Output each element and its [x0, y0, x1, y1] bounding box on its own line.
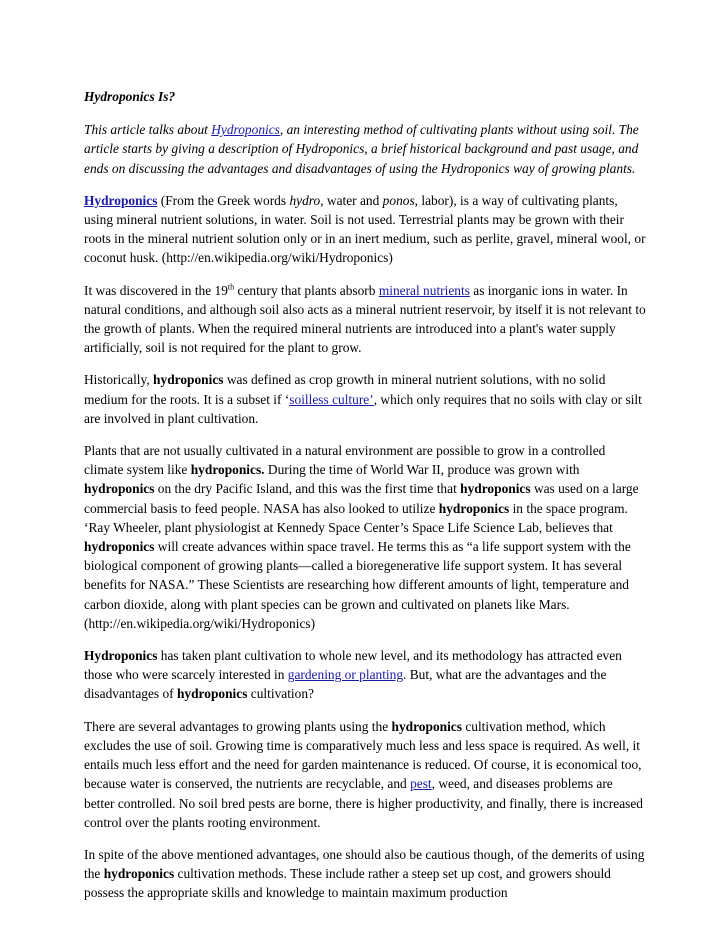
- hydro-word: hydro: [289, 192, 321, 208]
- definition-text-a: (From the Greek words: [157, 192, 290, 208]
- advantages-text-c: , weed, and diseases problems are better controlled. No soil bred pests are borne, there is higher productivity, and finally, there is increased control over the plants rooting environment.: [84, 776, 643, 830]
- space-bold-1: hydroponics.: [190, 462, 265, 478]
- discovery-text-c: as inorganic ions in water. In natural conditions, and although soil also acts as a mineral nutrient reservoir, by itself it is not relevant to the growth of plants. When the required mineral nutrients are introduced into a plant's water supply artificially, soil is not required for the plant to grow.: [84, 282, 646, 356]
- ponos-word: ponos: [382, 192, 415, 208]
- article-body: [84, 87, 646, 916]
- space-text-f: will create advances within space travel. He terms this as “a life support system with the biological component of growing plants—called a bioregenerative life support system. It has several benefits for NASA.” These Scientists are researching how different amounts of light, temperature and carbon dioxide, along with plant species can be grown and cultivated on planets like Mars. (http://en.wikipedia.org/wiki/Hydroponics): [84, 539, 631, 631]
- space-text-c: on the dry Pacific Island, and this was the first time that: [154, 481, 461, 497]
- space-bold-4: hydroponics: [438, 500, 510, 516]
- new-level-text-a: has taken plant cultivation to whole new level, and its methodology has attracted even those who were scarcely interested in: [84, 648, 622, 683]
- space-text-b: During the time of World War II, produce was grown with: [264, 462, 580, 478]
- disadvantages-text-b: cultivation methods. These include rather a steep set up cost, and growers should possess the appropriate skills and knowledge to maintain maximum production: [84, 866, 611, 901]
- advantages-text-a: There are several advantages to growing plants using the: [84, 718, 392, 734]
- history-text-a: Historically,: [84, 372, 154, 388]
- intro-text-a: This article talks about: [84, 122, 212, 138]
- history-paragraph: [84, 370, 646, 428]
- page-title: Hydroponics Is?: [84, 89, 176, 104]
- new-level-text-b: . But, what are the advantages and the disadvantages of: [84, 667, 607, 702]
- intro-paragraph: [84, 120, 646, 178]
- century-superscript: th: [227, 282, 235, 292]
- discovery-text-b: century that plants absorb: [234, 282, 379, 298]
- space-paragraph: [84, 441, 646, 633]
- space-bold-5: hydroponics: [84, 539, 155, 555]
- space-bold-3: hydroponics: [460, 481, 531, 497]
- discovery-paragraph: [84, 281, 646, 358]
- soilless-culture-link[interactable]: soilless culture’: [289, 391, 374, 407]
- disadvantages-paragraph: [84, 845, 646, 903]
- advantages-paragraph: [84, 717, 646, 832]
- history-text-c: , which only requires that no soils with clay or silt are involved in plant cultivation.: [84, 391, 642, 426]
- space-text-a: Plants that are not usually cultivated in a natural environment are possible to grow in a controlled climate system like: [84, 443, 606, 478]
- discovery-text-a: It was discovered in the 19: [84, 282, 228, 298]
- new-level-text-c: cultivation?: [247, 686, 314, 702]
- hydroponics-link[interactable]: Hydroponics: [211, 122, 280, 138]
- new-level-bold-2: hydroponics: [176, 686, 248, 702]
- definition-text-c: , labor), is a way of cultivating plants, using mineral nutrient solutions, in water. Soil is not used. Terrestrial plants may be grown with their roots in the mineral nutrient solution only or in an inert medium, such as perlite, gravel, mineral wool, or coconut husk. (http://en.wikipedia.org/wiki/Hydroponics): [84, 192, 646, 266]
- pest-link[interactable]: pest: [410, 776, 432, 792]
- new-level-bold-1: Hydroponics: [84, 648, 158, 664]
- history-bold-term: hydroponics: [153, 372, 224, 388]
- intro-text-b: , an interesting method of cultivating plants without using soil. The article starts by giving a description of Hydroponics, a brief historical background and past usage, and ends on discussing the advantages and disadvantages of using the Hydroponics way of growing plants.: [84, 122, 639, 176]
- advantages-text-b: cultivation method, which excludes the use of soil. Growing time is comparatively much less and less space is required. As well, it entails much less effort and the need for garden maintenance is reduced. Of course, it is economical too, because water is conserved, the nutrients are recyclable, and: [84, 718, 642, 792]
- advantages-bold: hydroponics: [391, 718, 462, 734]
- definition-paragraph: [84, 191, 646, 268]
- mineral-nutrients-link[interactable]: mineral nutrients: [378, 282, 470, 298]
- disadvantages-bold: hydroponics: [103, 866, 175, 882]
- space-text-e: in the space program. ‘Ray Wheeler, plant physiologist at Kennedy Space Center’s Space Life Science Lab, believes that: [84, 500, 628, 535]
- disadvantages-text-a: In spite of the above mentioned advantages, one should also be cautious though, of the demerits of using the: [84, 846, 645, 882]
- definition-text-b: , water and: [320, 192, 383, 208]
- hydroponics-term-link[interactable]: Hydroponics: [84, 192, 158, 208]
- gardening-link[interactable]: gardening or planting: [287, 667, 404, 683]
- history-text-b: was defined as crop growth in mineral nutrient solutions, with no solid medium for the roots. It is a subset if ‘: [84, 372, 606, 407]
- new-level-paragraph: [84, 646, 646, 704]
- space-text-d: was used on a large commercial basis to feed people. NASA has also looked to utilize: [84, 481, 639, 516]
- space-bold-2: hydroponics: [84, 481, 155, 497]
